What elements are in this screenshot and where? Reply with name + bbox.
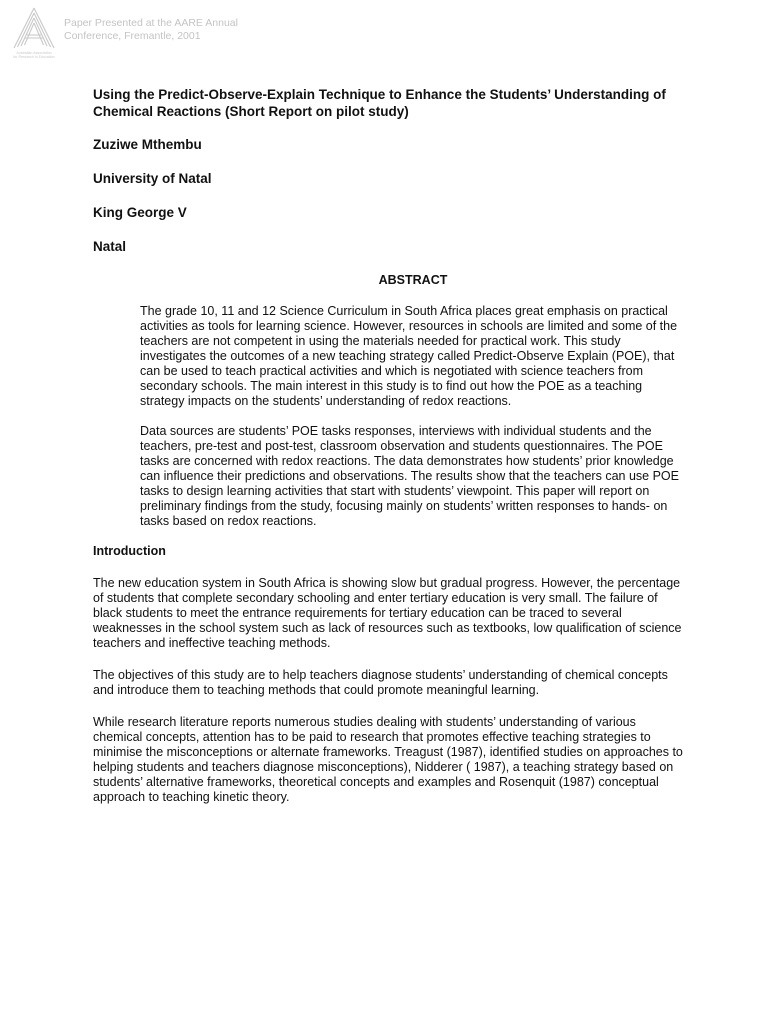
region-name: Natal xyxy=(93,239,127,254)
introduction-paragraph: The new education system in South Africa is showing slow but gradual progress. However, the percentage of students that complete secondary schooling and enter tertiary education is very small. The failure of black students to meet the entrance requirements for tertiary education can be traced to several weaknesses in the school system such as lack of resources such as textbooks, low qualification of science teachers and ineffective teaching methods. xyxy=(93,576,682,650)
introduction-paragraph: The objectives of this study are to help teachers diagnose students’ understanding of chemical concepts and introduce them to teaching methods that could promote meaningful learning. xyxy=(93,668,668,697)
svg-text:Australian Association: Australian Association xyxy=(16,51,52,55)
svg-text:for Research in Education: for Research in Education xyxy=(13,55,55,59)
conference-note xyxy=(64,17,238,43)
campus-name: King George V xyxy=(93,205,187,220)
introduction-heading: Introduction xyxy=(93,544,166,558)
conference-note-line1: Paper Presented at the AARE Annual xyxy=(64,17,238,29)
abstract-heading: ABSTRACT xyxy=(378,273,448,287)
paper-title: Using the Predict-Observe-Explain Technique to Enhance the Students’ Understanding of Chemical Reactions (Short Report on pilot study) xyxy=(93,87,666,119)
paper-content xyxy=(93,86,683,822)
aare-logo-icon xyxy=(6,4,62,60)
abstract-paragraph: Data sources are students’ POE tasks responses, interviews with individual students and the teachers, pre-test and post-test, classroom observation and students questionnaires. The POE tasks are concerned with redox reactions. The data demonstrates how students’ prior knowledge can influence their predictions and observations. The results show that the teachers can use POE tasks to design learning activities that start with students’ viewpoint. This paper will report on preliminary findings from the study, focusing mainly on students’ written responses to hands- on tasks based on redox reactions. xyxy=(140,424,679,528)
institution-name: University of Natal xyxy=(93,171,212,186)
conference-note-line2: Conference, Fremantle, 2001 xyxy=(64,30,201,42)
author-name: Zuziwe Mthembu xyxy=(93,137,202,152)
abstract-paragraph: The grade 10, 11 and 12 Science Curriculum in South Africa places great emphasis on practical activities as tools for learning science. However, resources in schools are limited and some of the teachers are not competent in using the materials needed for practical work. This study investigates the outcomes of a new teaching strategy called Predict-Observe Explain (POE), that can be used to teach practical activities and which is negotiated with science teachers from secondary schools. The main interest in this study is to find out how the POE as a teaching strategy impacts on the students’ understanding of redox reactions. xyxy=(140,304,678,408)
introduction-paragraph: While research literature reports numerous studies dealing with students’ understanding of various chemical concepts, attention has to be paid to research that promotes effective teaching strategies to minimise the misconceptions or alternate frameworks. Treagust (1987), identified studies on approaches to helping students and teachers diagnose misconceptions), Nidderer ( 1987), a teaching strategy based on students’ alternative frameworks, theoretical concepts and examples and Rosenquit (1987) conceptual approach to teaching kinetic theory. xyxy=(93,715,683,804)
